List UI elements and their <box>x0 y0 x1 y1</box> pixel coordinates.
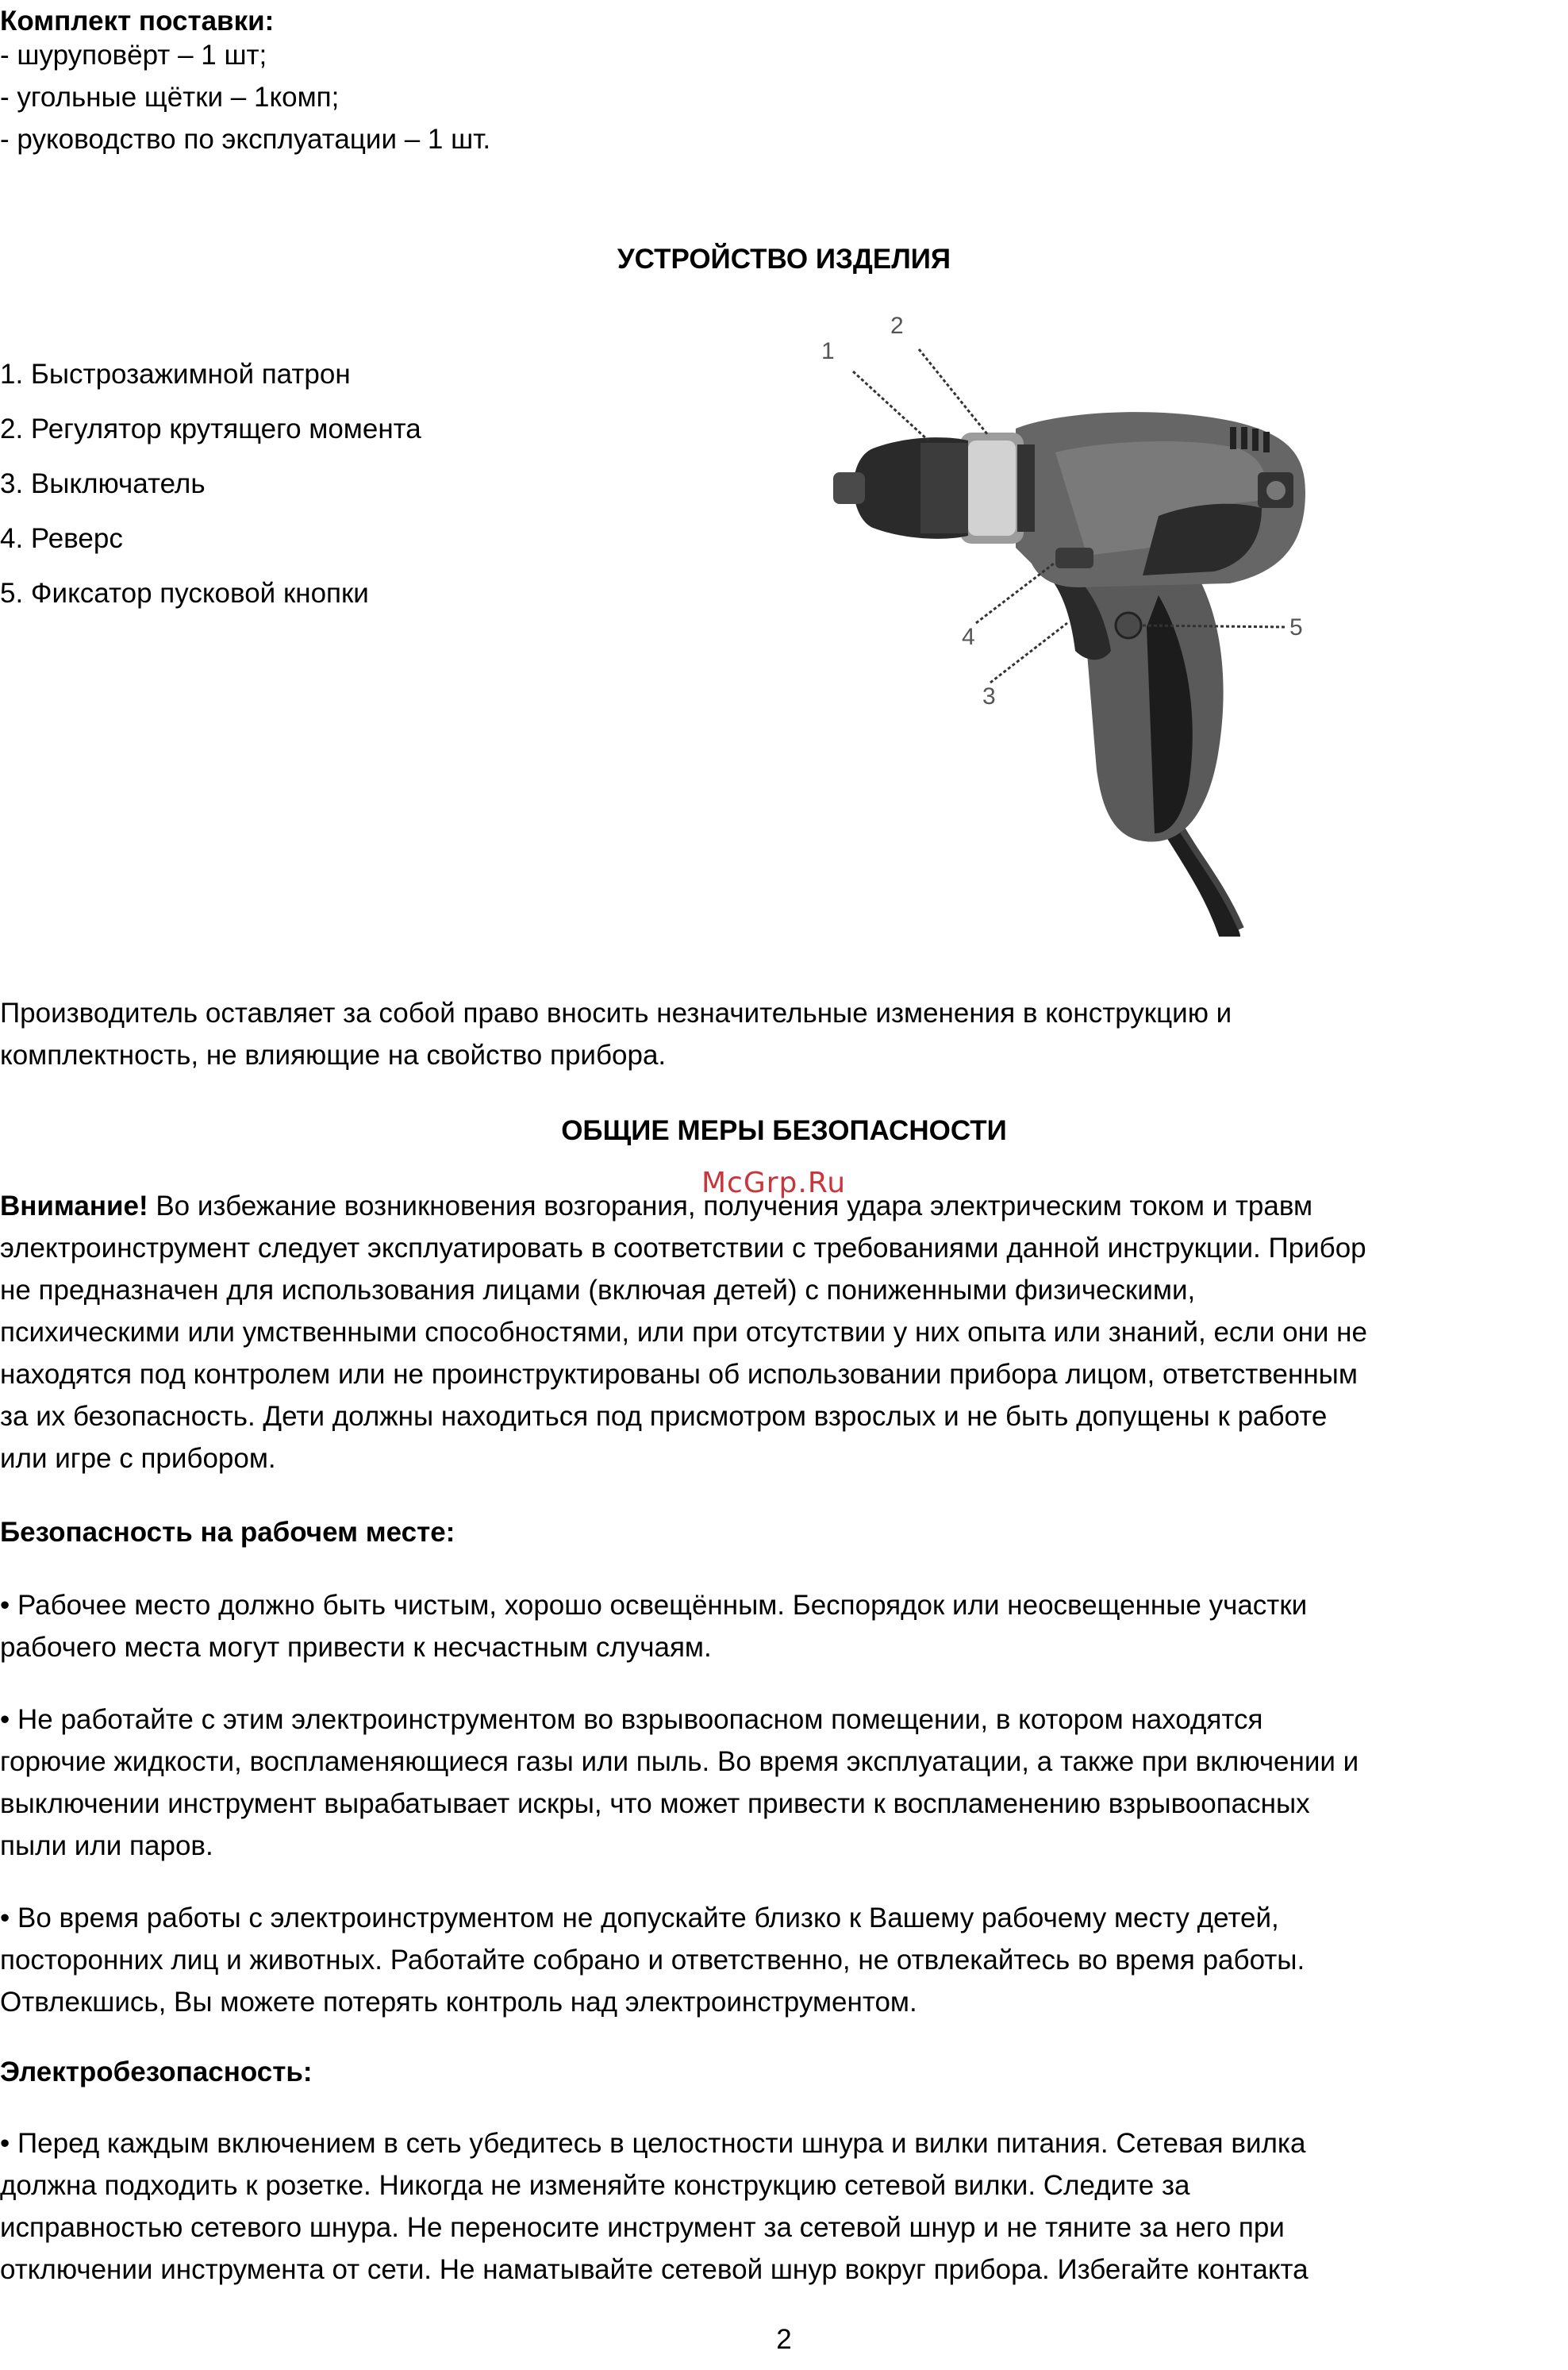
callout-3: 3 <box>982 683 996 710</box>
part-item: 2. Регулятор крутящего момента <box>0 414 421 444</box>
callout-4: 4 <box>962 624 975 650</box>
warning-line: психическими или умственными способностями, или при отсутствии у них опыта или знаний, если они не <box>0 1317 1367 1348</box>
workplace-item <box>0 1699 1568 1867</box>
part-item: 5. Фиксатор пусковой кнопки <box>0 578 369 609</box>
disclaimer-line: комплектность, не влияющие на свойство прибора. <box>0 1040 667 1071</box>
electrical-line: исправностью сетевого шнура. Не переносите инструмент за сетевой шнур и не тяните за него при <box>0 2212 1285 2243</box>
workplace-line: • Не работайте с этим электроинструментом во взрывоопасном помещении, в котором находятся <box>0 1704 1263 1735</box>
part-item: 4. Реверс <box>0 523 123 554</box>
callout-5: 5 <box>1289 614 1303 641</box>
part-item: 3. Выключатель <box>0 468 206 499</box>
kit-item: - шуруповёрт – 1 шт; <box>0 40 267 71</box>
device-heading: УСТРОЙСТВО ИЗДЕЛИЯ <box>617 244 951 275</box>
warning-line: находятся под контролем или не проинструктированы об использовании прибора лицом, ответственным <box>0 1359 1358 1390</box>
kit-heading: Комплект поставки: <box>0 6 275 37</box>
warning-line: электроинструмент следует эксплуатировать в соответствии с требованиями данной инструкции. Прибор <box>0 1233 1366 1264</box>
kit-item: - угольные щётки – 1комп; <box>0 82 340 113</box>
watermark: McGrp.Ru <box>701 1167 847 1199</box>
reverse-switch <box>1055 548 1093 568</box>
kit-item: - руководство по эксплуатации – 1 шт. <box>0 124 491 155</box>
page-number: 2 <box>776 2324 792 2355</box>
safety-heading: ОБЩИЕ МЕРЫ БЕЗОПАСНОСТИ <box>561 1115 1007 1146</box>
electrical-line: отключении инструмента от сети. Не наматывайте сетевой шнур вокруг прибора. Избегайте контакта <box>0 2254 1309 2285</box>
callout-1: 1 <box>821 338 835 364</box>
warning-line-first <box>0 1185 1568 1227</box>
workplace-line: рабочего места могут привести к несчастным случаям. <box>0 1632 712 1663</box>
screwdriver-diagram <box>817 310 1309 937</box>
part-item: 1. Быстрозажимной патрон <box>0 359 351 390</box>
workplace-line: • Во время работы с электроинструментом не допускайте близко к Вашему рабочему месту детей, <box>0 1903 1279 1933</box>
warning-line: не предназначен для использования лицами (включая детей) с пониженными физическими, <box>0 1275 1196 1306</box>
workplace-line: посторонних лиц и животных. Работайте собрано и ответственно, не отвлекайтесь во время работы. <box>0 1945 1305 1976</box>
warning-label: Внимание! <box>0 1191 148 1222</box>
disclaimer-line: Производитель оставляет за собой право вносить незначительные изменения в конструкцию и <box>0 998 1232 1029</box>
workplace-line: Отвлекшись, Вы можете потерять контроль над электроинструментом. <box>0 1987 917 2018</box>
workplace-line: • Рабочее место должно быть чистым, хорошо освещённым. Беспорядок или неосвещенные участки <box>0 1590 1308 1621</box>
workplace-item <box>0 1897 1568 2023</box>
workplace-heading: Безопасность на рабочем месте: <box>0 1517 455 1548</box>
electrical-line: • Перед каждым включением в сеть убедитесь в целостности шнура и вилки питания. Сетевая вилка <box>0 2128 1306 2159</box>
electrical-item <box>0 2122 1568 2291</box>
warning-line: за их безопасность. Дети должны находиться под присмотром взрослых и не быть допущены к работе <box>0 1401 1328 1432</box>
warning-paragraph <box>0 1185 1568 1479</box>
callout-2: 2 <box>890 313 904 339</box>
workplace-line: выключении инструмент вырабатывает искры, что может привести к воспламенению взрывоопасных <box>0 1788 1310 1819</box>
workplace-line: горючие жидкости, воспламеняющиеся газы или пыль. Во время эксплуатации, а также при включении и <box>0 1746 1359 1777</box>
workplace-line: пыли или паров. <box>0 1830 213 1861</box>
warning-first-text: Во избежание возникновения возгорания, получения удара электрическим током и травм <box>148 1191 1313 1222</box>
lock-button <box>1116 613 1141 638</box>
workplace-item <box>0 1584 1568 1668</box>
electrical-heading: Электробезопасность: <box>0 2056 313 2087</box>
warning-line: или игре с прибором. <box>0 1443 276 1474</box>
electrical-line: должна подходить к розетке. Никогда не изменяйте конструкцию сетевой вилки. Следите за <box>0 2170 1190 2201</box>
